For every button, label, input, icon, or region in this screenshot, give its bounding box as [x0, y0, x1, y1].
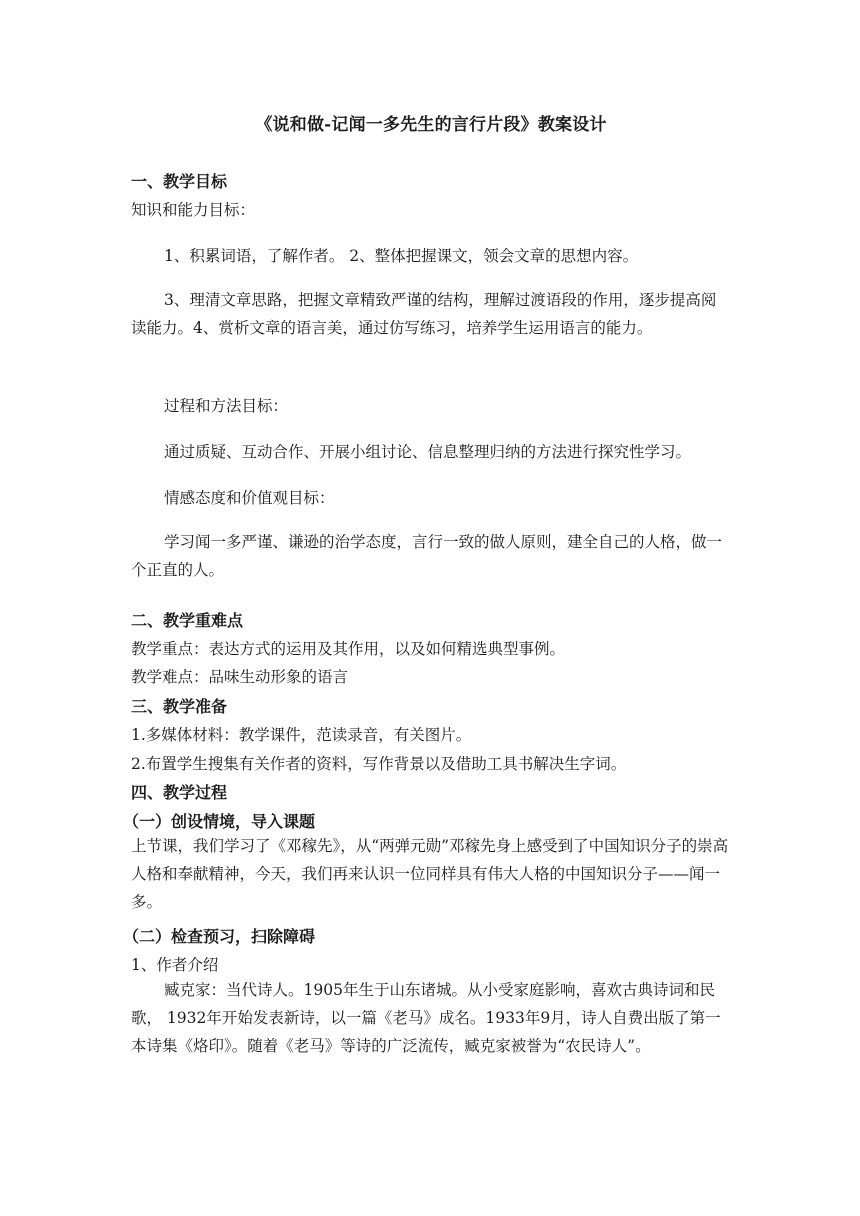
emotion-text — [131, 528, 731, 584]
prep-item-2: 2.布置学生搜集有关作者的资料，写作背景以及借助工具书解决生字词。 — [131, 755, 627, 773]
document-title: 《说和做-记闻一多先生的言行片段》教案设计 — [255, 115, 607, 135]
part2-heading: （二）检查预习，扫除障碍 — [123, 927, 316, 946]
author-label: 1、作者介绍 — [131, 956, 219, 974]
author-text — [131, 976, 731, 1060]
section-heading-objectives: 一、教学目标 — [131, 172, 228, 191]
emotion-label: 情感态度和价值观目标： — [164, 489, 335, 507]
section-heading-key-points: 二、教学重难点 — [131, 611, 244, 630]
section-heading-preparation: 三、教学准备 — [131, 697, 228, 716]
part1-heading: （一）创设情境，导入课题 — [123, 812, 316, 831]
section-heading-process: 四、教学过程 — [131, 783, 228, 802]
goal-1-2: 1、积累词语，了解作者。 2、整体把握课文，领会文章的思想内容。 — [164, 247, 639, 265]
part1-text: 上节课，我们学习了《邓稼先》，从“两弹元勋”邓稼先身上感受到了中国知识分子的崇高人格和奉献精神，今天，我们再来认识一位同样具有伟大人格的中国知识分子——闻一多。 — [131, 837, 729, 911]
goal-3-4 — [131, 286, 731, 342]
difficulty: 教学难点：品味生动形象的语言 — [131, 668, 349, 686]
prep-item-1: 1.多媒体材料：教学课件，范读录音，有关图片。 — [131, 726, 472, 744]
key-point: 教学重点：表达方式的运用及其作用，以及如何精选典型事例。 — [131, 640, 566, 658]
process-label: 过程和方法目标： — [164, 397, 289, 415]
knowledge-label: 知识和能力目标： — [131, 201, 256, 219]
author-text-content: 臧克家：当代诗人。1905年生于山东诸城。从小受家庭影响，喜欢古典诗词和民歌， 1932年开始发表新诗，以一篇《老马》成名。1933年9月，诗人自费出版了第一本诗集《烙印》。随着《老马》等诗的广泛流传，臧克家被誉为“农民诗人”。 — [131, 981, 721, 1055]
emotion-text-content: 学习闻一多严谨、谦逊的治学态度，言行一致的做人原则，建全自己的人格，做一个正直的人。 — [131, 533, 723, 579]
goal-3-4-text: 3、理清文章思路，把握文章精致严谨的结构，理解过渡语段的作用，逐步提高阅读能力。4、赏析文章的语言美，通过仿写练习，培养学生运用语言的能力。 — [131, 291, 717, 337]
process-text: 通过质疑、互动合作、开展小组讨论、信息整理归纳的方法进行探究性学习。 — [164, 443, 692, 461]
